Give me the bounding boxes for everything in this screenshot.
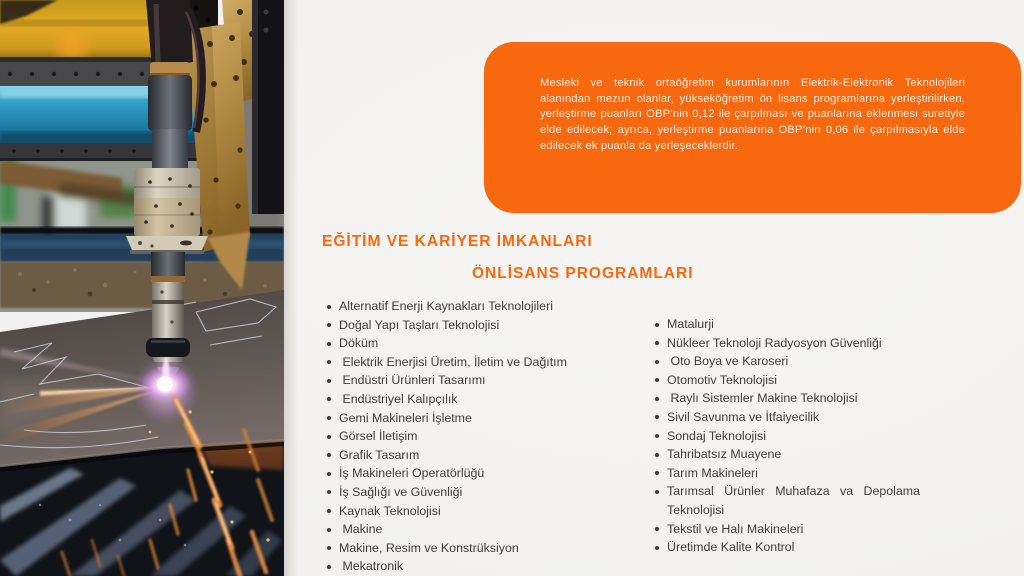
program-item: Sivil Savunma ve İtfaiyecilik (650, 408, 920, 427)
program-item: Elektrik Enerjisi Üretim, İletim ve Dağıtım (322, 353, 630, 372)
program-item: İş Makineleri Operatörlüğü (322, 464, 630, 483)
programs-list-right (650, 315, 924, 557)
program-item: Makine, Resim ve Konstrüksiyon (322, 539, 630, 558)
program-item: Endüstri Ürünleri Tasarımı (322, 371, 630, 390)
program-item: Mekatronik (322, 557, 630, 576)
program-item: Otomotiv Teknolojisi (650, 371, 920, 390)
program-item: Raylı Sistemler Makine Teknolojisi (650, 389, 920, 408)
program-item: Sondaj Teknolojisi (650, 427, 920, 446)
program-item: Tahribatsız Muayene (650, 445, 920, 464)
page-title: EĞİTİM VE KARİYER İMKANLARI (322, 233, 593, 250)
info-box (484, 42, 1021, 213)
program-item: Üretimde Kalite Kontrol (650, 538, 920, 557)
program-item: Döküm (322, 334, 630, 353)
program-item: Kaynak Teknolojisi (322, 502, 630, 521)
section-title: ÖNLİSANS PROGRAMLARI (472, 265, 694, 282)
program-item: İş Sağlığı ve Güvenliği (322, 483, 630, 502)
program-item: Endüstriyel Kalıpçılık (322, 390, 630, 409)
plasma-cutting-photo (0, 0, 284, 576)
program-item: Nükleer Teknoloji Radyosyon Güvenliği (650, 334, 920, 353)
program-item: Grafik Tasarım (322, 446, 630, 465)
program-item: Gemi Makineleri İşletme (322, 409, 630, 428)
info-text: Mesleki ve teknik ortaöğretim kurumlarının Elektrik-Elektronik Teknolojileri alanından mezun olanlar, yükseköğretim ön lisans programlarına yerleştirilirken, yerleştirme puanları OBP’nin 0,12 ile çarpılması ve puanlarına eklenmesi suretiyle elde edilecek; ayrıca, yerleştirme puanlarına OBP’nin 0,06 ile çarpılmasıyla elde edilecek ek puanla da yerleşeceklerdir. (540, 77, 965, 152)
program-item: Oto Boya ve Karoseri (650, 352, 920, 371)
photo-edge-shadow (284, 0, 298, 576)
programs-list-left (322, 297, 630, 576)
program-item: Tekstil ve Halı Makineleri (650, 520, 920, 539)
program-item: Doğal Yapı Taşları Teknolojisi (322, 316, 630, 335)
program-item: Görsel İletişim (322, 427, 630, 446)
program-item: Alternatif Enerji Kaynakları Teknolojileri (322, 297, 630, 316)
program-item: Tarımsal Ürünler Muhafaza va Depolama Teknolojisi (650, 482, 920, 519)
program-item: Makine (322, 520, 630, 539)
program-item: Tarım Makineleri (650, 464, 920, 483)
program-item: Matalurji (650, 315, 920, 334)
